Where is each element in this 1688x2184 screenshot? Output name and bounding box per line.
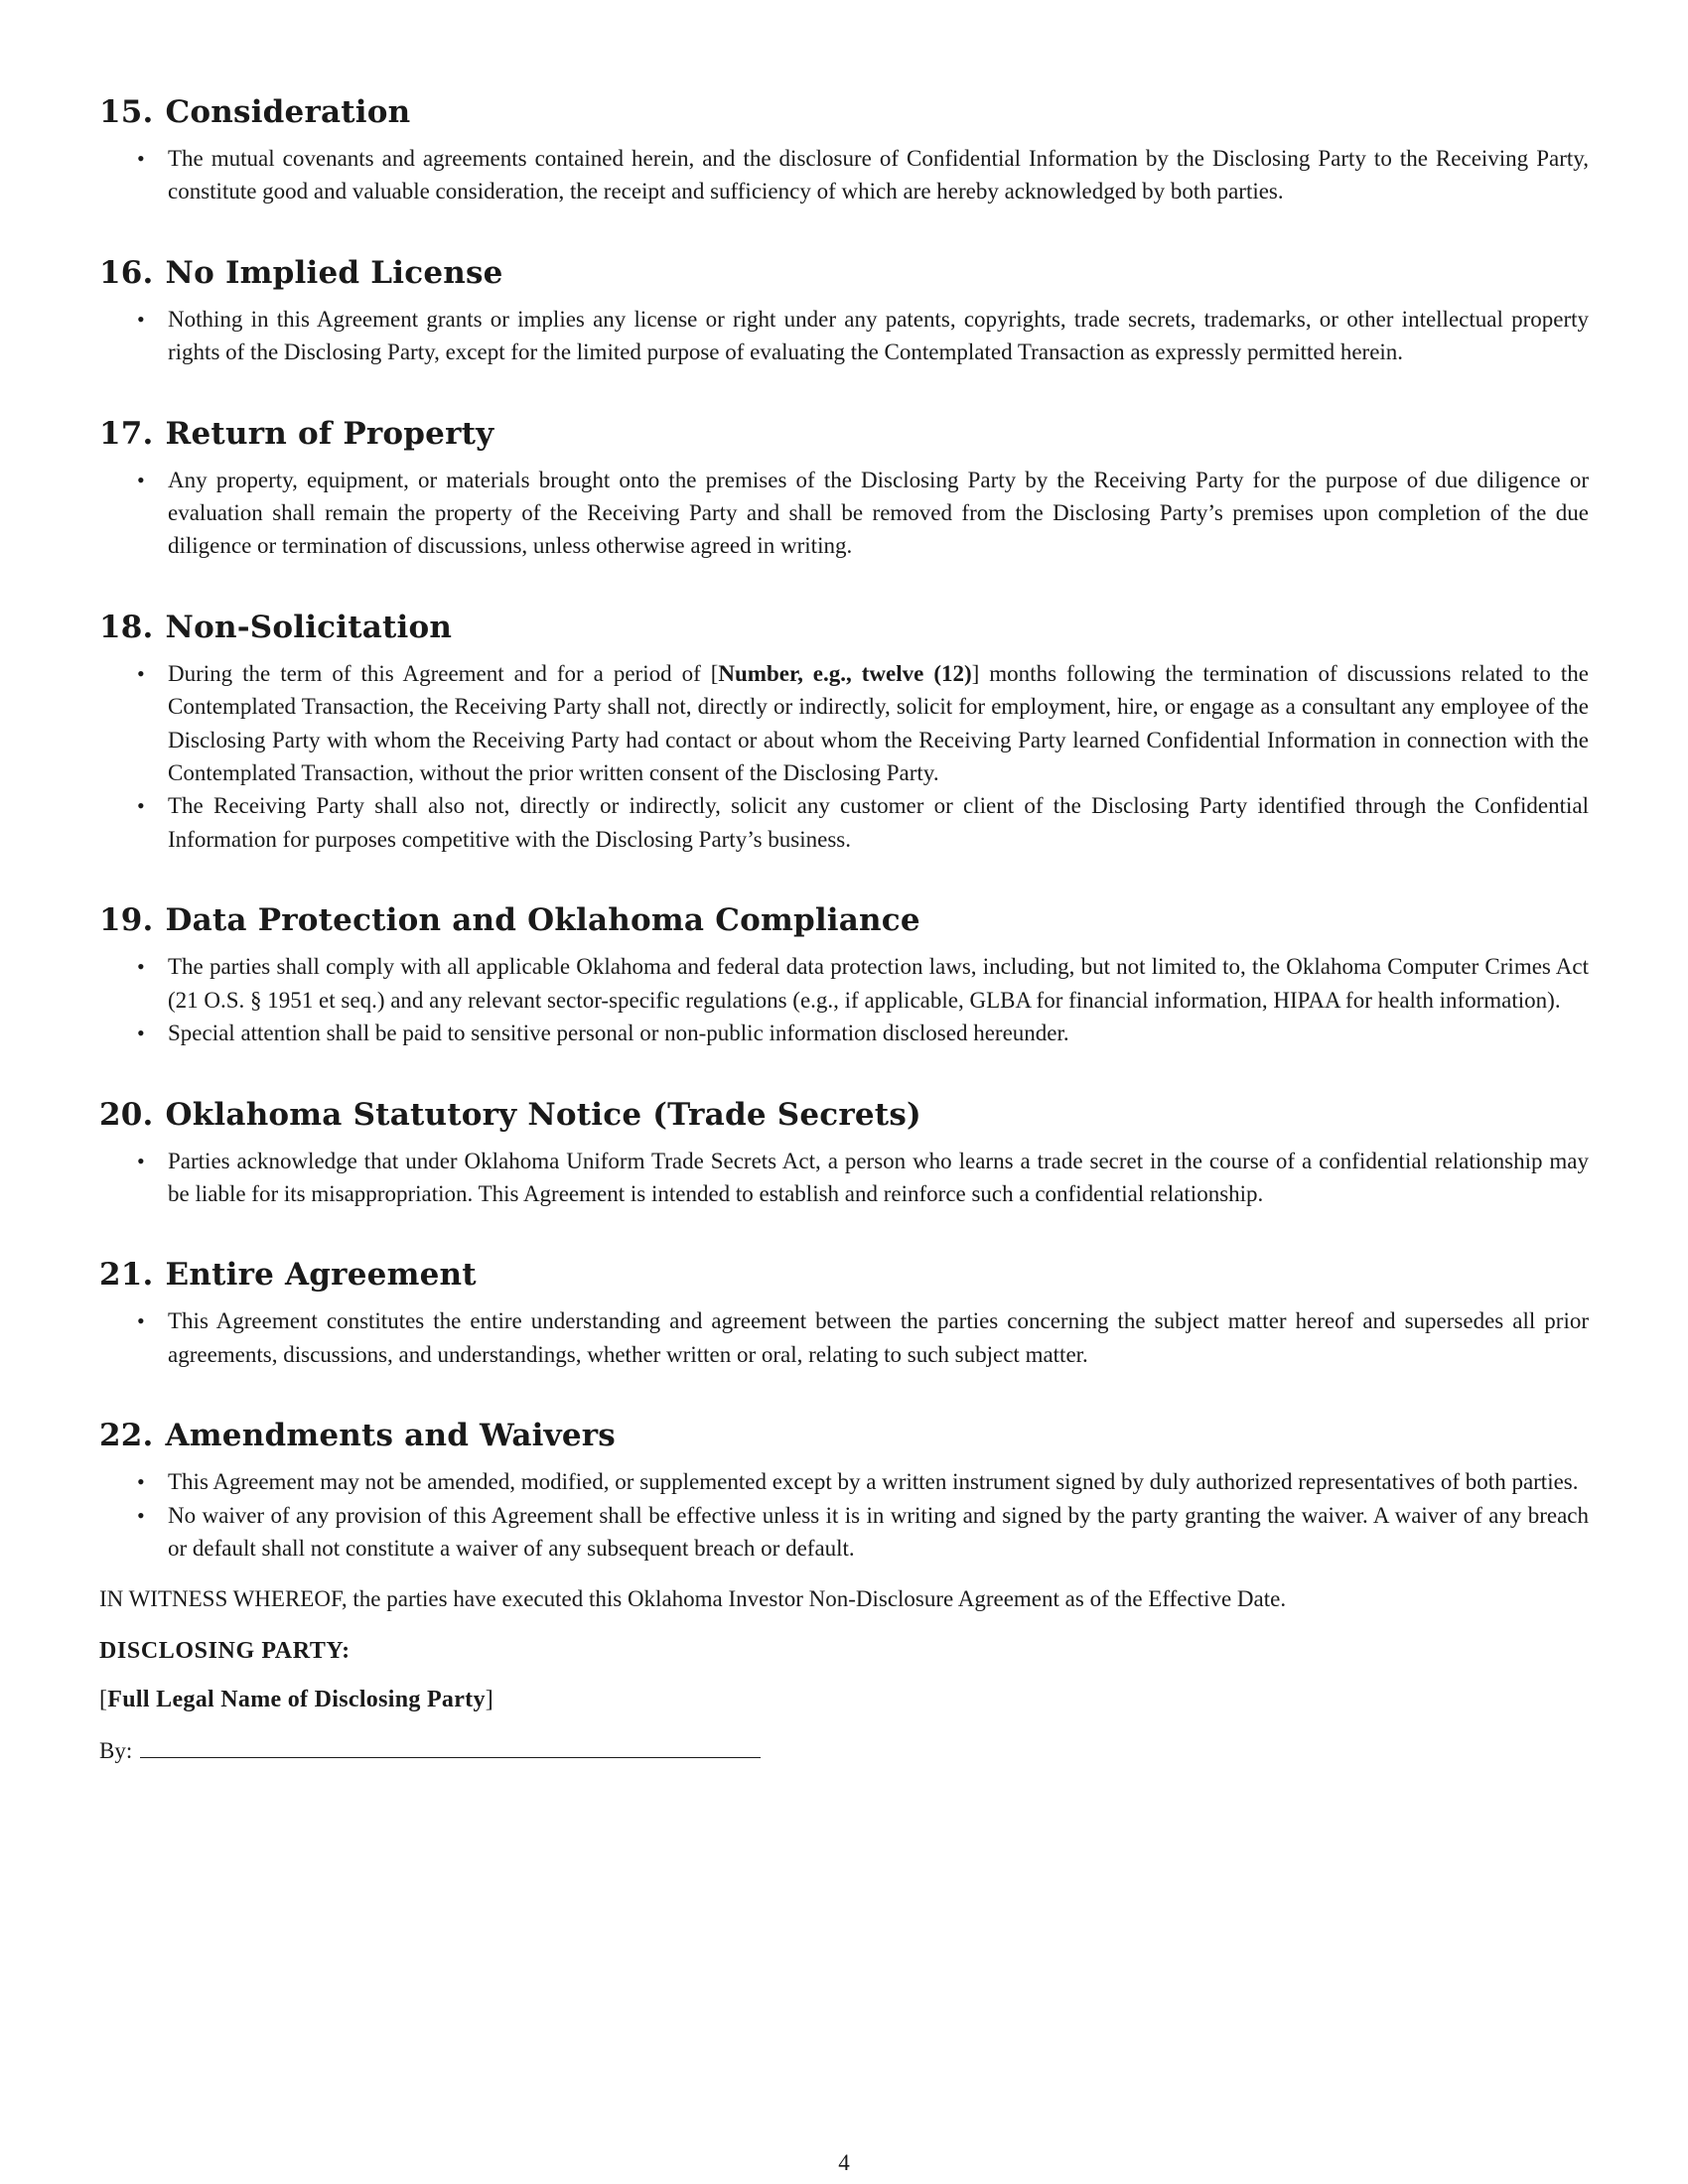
list-item-text: The parties shall comply with all applicable Oklahoma and federal data protection laws, including, but not limited to, the Oklahoma Computer Crimes Act (21 O.S. § 1951 et seq.) and any relevant sector-specific regulations (e.g., if applicable, GLBA for financial information, HIPAA for health information). bbox=[168, 954, 1589, 1013]
section-number: 21. bbox=[99, 1257, 154, 1294]
list-item-text: Special attention shall be paid to sensitive personal or non-public information disclosed hereunder. bbox=[168, 1021, 1069, 1046]
bullet-icon: • bbox=[137, 1469, 145, 1495]
list-item bbox=[99, 1017, 1589, 1049]
section-heading bbox=[99, 1415, 1589, 1456]
section-number: 20. bbox=[99, 1096, 154, 1133]
list-item bbox=[99, 142, 1589, 208]
list-item bbox=[99, 464, 1589, 563]
section-16 bbox=[99, 252, 1589, 369]
section-heading bbox=[99, 899, 1589, 941]
section-title: Non-Solicitation bbox=[165, 609, 453, 645]
bullet-icon: • bbox=[137, 1021, 145, 1046]
placeholder-bold-text: Number, e.g., twelve (12) bbox=[718, 660, 972, 686]
section-heading bbox=[99, 1094, 1589, 1136]
bullet-icon: • bbox=[137, 1502, 145, 1528]
bullet-icon: • bbox=[137, 146, 145, 171]
section-heading bbox=[99, 413, 1589, 455]
bullet-icon: • bbox=[137, 467, 145, 492]
section-15 bbox=[99, 91, 1589, 208]
bullet-list bbox=[99, 1145, 1589, 1211]
section-heading bbox=[99, 1254, 1589, 1296]
section-17 bbox=[99, 413, 1589, 563]
list-item bbox=[99, 303, 1589, 369]
list-item-text: The Receiving Party shall also not, directly or indirectly, solicit any customer or client of the Disclosing Party identified through the Confidential Information for purposes competitive with the Disclosing Party’s business. bbox=[168, 793, 1589, 852]
party-name-text: Full Legal Name of Disclosing Party bbox=[107, 1686, 486, 1712]
list-item-text: Nothing in this Agreement grants or implies any license or right under any patents, copyrights, trade secrets, trademarks, or other intellectual property rights of the Disclosing Party, except for the limited purpose of evaluating the Contemplated Transaction as expressly permitted herein. bbox=[168, 306, 1589, 365]
bullet-icon: • bbox=[137, 793, 145, 819]
disclosing-party-label: DISCLOSING PARTY: bbox=[99, 1637, 351, 1664]
section-number: 17. bbox=[99, 415, 154, 452]
list-item bbox=[99, 789, 1589, 856]
section-title: Consideration bbox=[165, 94, 411, 130]
section-title: Oklahoma Statutory Notice (Trade Secrets) bbox=[165, 1096, 921, 1133]
list-item bbox=[99, 950, 1589, 1017]
signature-field-line[interactable] bbox=[140, 1731, 761, 1758]
section-18 bbox=[99, 607, 1589, 856]
bullet-list bbox=[99, 1304, 1589, 1371]
list-item-text: The mutual covenants and agreements contained herein, and the disclosure of Confidential Information by the Disclosing Party to the Receiving Party, constitute good and valuable consideration, the receipt and sufficiency of which are hereby acknowledged by both parties. bbox=[168, 146, 1589, 205]
list-item bbox=[99, 657, 1589, 790]
list-item-text: This Agreement constitutes the entire understanding and agreement between the parties concerning the subject matter hereof and supersedes all prior agreements, discussions, and understandings, whether written or oral, relating to such subject matter. bbox=[168, 1308, 1589, 1367]
list-item-text-pre: During the term of this Agreement and for a period of [ bbox=[168, 660, 719, 686]
section-22 bbox=[99, 1415, 1589, 1565]
bullet-list bbox=[99, 950, 1589, 1049]
list-item bbox=[99, 1145, 1589, 1211]
section-number: 19. bbox=[99, 902, 154, 939]
bracket-close: ] bbox=[485, 1686, 494, 1712]
list-item bbox=[99, 1499, 1589, 1566]
bullet-list bbox=[99, 142, 1589, 208]
list-item-text: Parties acknowledge that under Oklahoma Uniform Trade Secrets Act, a person who learns a trade secret in the course of a confidential relationship may be liable for its misappropriation. This Agreement is intended to establish and reinforce such a confidential relationship. bbox=[168, 1148, 1589, 1206]
bullet-icon: • bbox=[137, 660, 145, 686]
document-page bbox=[99, 91, 1589, 1768]
section-title: No Implied License bbox=[165, 254, 503, 291]
section-number: 22. bbox=[99, 1418, 154, 1454]
section-number: 15. bbox=[99, 94, 154, 130]
section-number: 16. bbox=[99, 254, 154, 291]
section-19 bbox=[99, 899, 1589, 1049]
section-title: Amendments and Waivers bbox=[165, 1418, 616, 1454]
section-title: Entire Agreement bbox=[165, 1257, 477, 1294]
section-number: 18. bbox=[99, 609, 154, 645]
bullet-icon: • bbox=[137, 954, 145, 980]
bullet-list bbox=[99, 657, 1589, 856]
bullet-list bbox=[99, 1465, 1589, 1565]
witness-paragraph: IN WITNESS WHEREOF, the parties have executed this Oklahoma Investor Non-Disclosure Agreement as of the Effective Date. bbox=[99, 1586, 1287, 1612]
page-number: 4 bbox=[838, 2150, 850, 2175]
section-21 bbox=[99, 1254, 1589, 1371]
party-name-placeholder bbox=[99, 1683, 1589, 1716]
list-item-text: No waiver of any provision of this Agreement shall be effective unless it is in writing and signed by the party granting the waiver. A waiver of any breach or default shall not constitute a waiver of any subsequent breach or default. bbox=[168, 1502, 1589, 1561]
list-item-text-post: ] months following the termination of discussions related to the Contemplated Transaction, the Receiving Party shall not, directly or indirectly, solicit for employment, hire, or engage as a consultant any employee of the Disclosing Party with whom the Receiving Party had contact or about whom the Receiving Party learned Confidential Information in connection with the Contemplated Transaction, without the prior written consent of the Disclosing Party. bbox=[168, 660, 1590, 786]
section-title: Data Protection and Oklahoma Compliance bbox=[165, 902, 920, 939]
list-item-text: This Agreement may not be amended, modified, or supplemented except by a written instrument signed by duly authorized representatives of both parties. bbox=[168, 1469, 1579, 1495]
section-heading bbox=[99, 91, 1589, 133]
section-heading bbox=[99, 607, 1589, 648]
list-item bbox=[99, 1465, 1589, 1498]
section-20 bbox=[99, 1094, 1589, 1211]
bracket-open: [ bbox=[99, 1686, 108, 1712]
bullet-list bbox=[99, 464, 1589, 563]
by-label: By: bbox=[99, 1737, 133, 1763]
bullet-icon: • bbox=[137, 1148, 145, 1173]
section-heading bbox=[99, 252, 1589, 294]
bullet-list bbox=[99, 303, 1589, 369]
bullet-icon: • bbox=[137, 306, 145, 332]
list-item-text: Any property, equipment, or materials brought onto the premises of the Disclosing Party by the Receiving Party for the purpose of due diligence or evaluation shall remain the property of the Receiving Party and shall be removed from the Disclosing Party’s premises upon completion of the due diligence or termination of discussions, unless otherwise agreed in writing. bbox=[168, 467, 1589, 559]
bullet-icon: • bbox=[137, 1308, 145, 1334]
list-item bbox=[99, 1304, 1589, 1371]
signature-by-line bbox=[99, 1731, 1589, 1768]
section-title: Return of Property bbox=[165, 415, 494, 452]
